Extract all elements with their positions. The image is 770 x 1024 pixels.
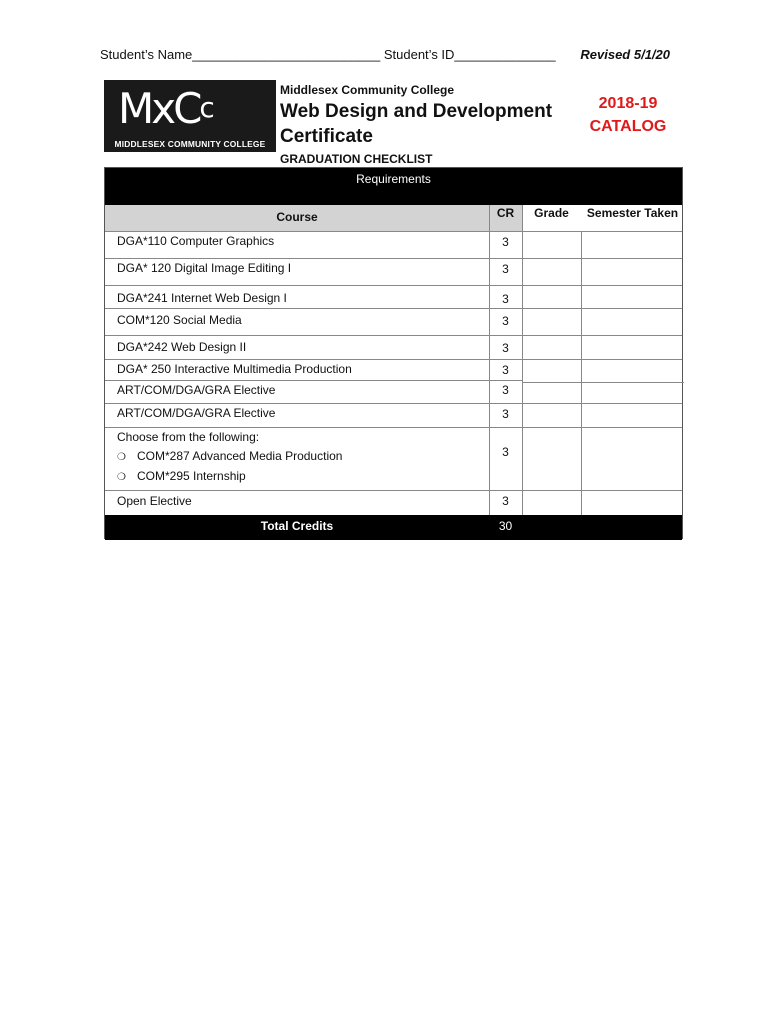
divider (105, 335, 682, 336)
table-row-cr: 3 (502, 445, 509, 459)
divider (105, 231, 682, 232)
student-info-line (100, 47, 670, 62)
total-credits-value: 30 (498, 519, 513, 533)
course-column-header: Course (105, 205, 489, 231)
table-row-course: DGA* 250 Interactive Multimedia Production (117, 362, 352, 376)
table-row-course: ART/COM/DGA/GRA Elective (117, 383, 276, 397)
divider (105, 490, 682, 491)
logo-mark: MxCc (118, 84, 212, 133)
table-row-cr: 3 (502, 292, 509, 306)
choice-option: ❍ COM*287 Advanced Media Production (117, 449, 343, 463)
divider (522, 205, 523, 515)
checklist-table (104, 167, 683, 539)
choose-label: Choose from the following: (117, 430, 260, 444)
table-row-course: DGA*110 Computer Graphics (117, 234, 275, 248)
table-row-course: DGA*241 Internet Web Design I (117, 291, 287, 305)
radio-circle-icon: ❍ (117, 452, 126, 463)
divider (105, 403, 682, 404)
divider (105, 308, 682, 309)
table-row-course: COM*120 Social Media (117, 313, 242, 327)
table-row-cr: 3 (502, 314, 509, 328)
logo-tagline: MIDDLESEX COMMUNITY COLLEGE (114, 139, 266, 149)
divider (522, 382, 684, 383)
cr-column-header: CR (489, 205, 522, 231)
table-row-cr: 3 (502, 235, 509, 249)
catalog-year-value: 2018-19 (598, 95, 658, 112)
divider (105, 258, 682, 259)
table-row-cr: 3 (502, 262, 509, 276)
student-name-id-fields: Student’s Name__________________________ Student’s ID______________ (100, 47, 556, 62)
certificate-title: Web Design and Development Certificate (280, 101, 553, 147)
table-row-cr: 3 (502, 494, 509, 508)
divider (581, 231, 582, 515)
mxcc-logo (104, 80, 276, 152)
semester-column-header: Semester Taken (586, 206, 679, 220)
table-row-course: DGA* 120 Digital Image Editing I (117, 261, 292, 275)
table-row-cr: 3 (502, 383, 509, 397)
total-credits-band (105, 515, 682, 540)
divider (489, 205, 490, 515)
total-credits-label: Total Credits (260, 519, 334, 533)
table-row-cr: 3 (502, 341, 509, 355)
divider (105, 359, 682, 360)
table-row-course: ART/COM/DGA/GRA Elective (117, 406, 276, 420)
table-row-cr: 3 (502, 407, 509, 421)
college-name: Middlesex Community College (280, 83, 455, 97)
divider (105, 285, 682, 286)
catalog-label: CATALOG (589, 118, 667, 135)
table-row-course: Open Elective (117, 494, 192, 508)
revised-date: Revised 5/1/20 (580, 47, 670, 62)
choice-option: ❍ COM*295 Internship (117, 469, 246, 483)
catalog-year (580, 92, 676, 138)
divider (105, 380, 522, 381)
requirements-band: Requirements (105, 168, 682, 205)
table-row-course: DGA*242 Web Design II (117, 340, 247, 354)
table-row-cr: 3 (502, 363, 509, 377)
divider (105, 427, 682, 428)
radio-circle-icon: ❍ (117, 472, 126, 483)
graduation-checklist-label: GRADUATION CHECKLIST (280, 152, 433, 166)
grade-column-header: Grade (534, 206, 569, 220)
